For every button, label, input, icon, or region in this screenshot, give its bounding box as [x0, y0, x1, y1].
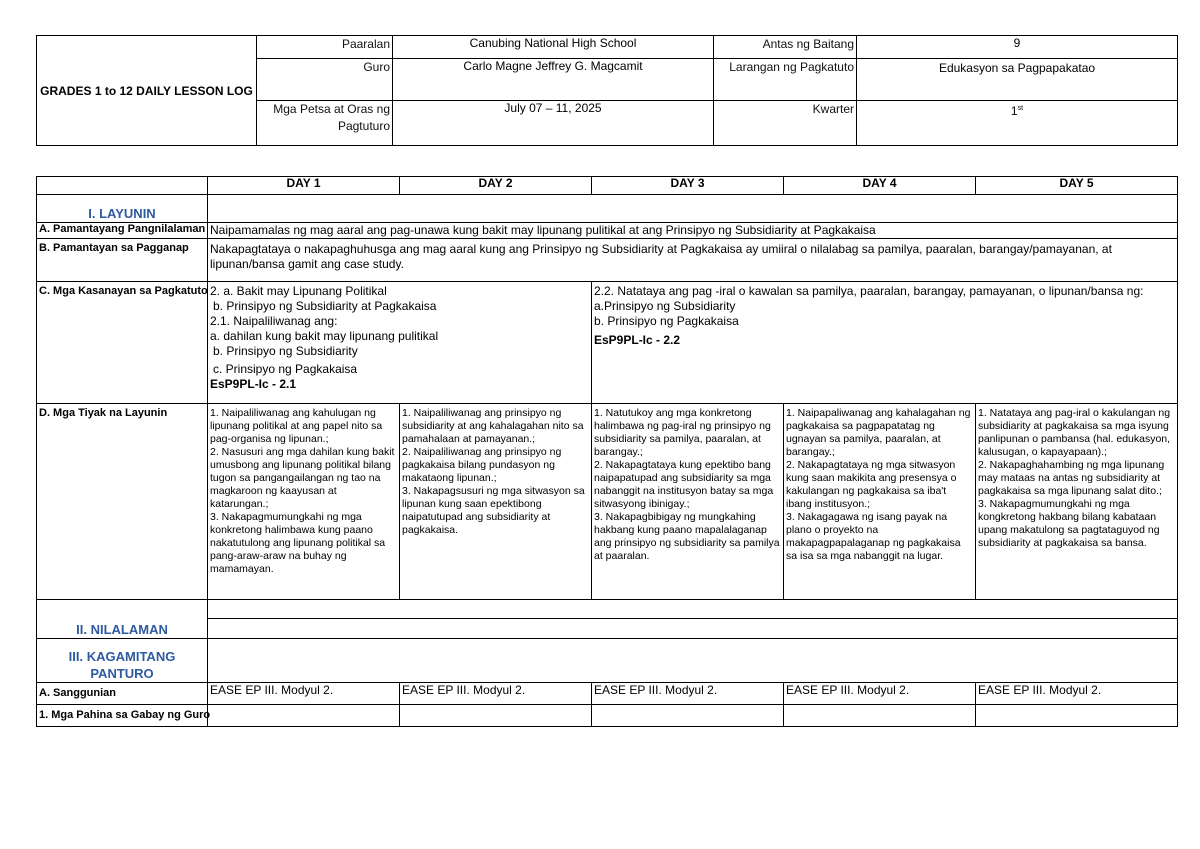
kasanayan-day1-2 — [208, 282, 592, 404]
tiyak-item: 2. Nakapaghahambing ng mga lipunang may mataas na antas ng subsidiarity at pagkakaisa sa mga lipunang salat dito.; — [978, 459, 1165, 497]
sanggunian-day-4: EASE EP III. Modyul 2. — [784, 683, 976, 705]
sanggunian-label: A. Sanggunian — [37, 683, 208, 705]
day-3-header: DAY 3 — [592, 177, 784, 195]
sanggunian-day-2: EASE EP III. Modyul 2. — [400, 683, 592, 705]
corner-cell — [37, 177, 208, 195]
kagamitan-section-title: III. KAGAMITANG PANTURO — [37, 639, 208, 683]
tiyak-item: 1. Naipapaliwanag ang kahalagahan ng pagkakaisa sa pagpapatatag ng ugnayan sa pamilya, paaralan, at barangay.; — [786, 407, 971, 458]
day-4-header: DAY 4 — [784, 177, 976, 195]
gabay-day-2 — [400, 705, 592, 727]
kagamitan-cell — [208, 639, 1178, 683]
pamantayang-pangnilalaman-label: A. Pamantayang Pangnilalaman — [37, 223, 208, 239]
paaralan-value: Canubing National High School — [393, 36, 714, 59]
pamantayang-pangnilalaman-text: Naipamamalas ng mag aaral ang pag-unawa kung bakit may lipunang pulitikal at ang Prinsipyo ng Subsidiarity at Pagkakaisa — [208, 223, 1178, 239]
kwarter-value — [857, 101, 1178, 146]
larangan-value: Edukasyon sa Pagpapakatao — [857, 59, 1178, 101]
gabay-day-4 — [784, 705, 976, 727]
gabay-day-3 — [592, 705, 784, 727]
kasanayan-line: 2. a. Bakit may Lipunang Politikal — [210, 284, 387, 298]
kasanayan-line: a. dahilan kung bakit may lipunang pulitikal — [210, 329, 439, 343]
tiyak-item: 3. Nakapagmumungkahi ng mga kongkretong hakbang bilang kabataan upang makatulong sa pagtataguyod ng subsidiarity at pagkakaisa sa bansa. — [978, 498, 1160, 549]
kasanayan-line: 2.2. Natataya ang pag -iral o kawalan sa pamilya, paaralan, barangay, pamayanan, o lipunan/bansa ng: — [594, 284, 1144, 298]
nilalaman-cell — [208, 619, 1178, 639]
tiyak-item: 2. Nasusuri ang mga dahilan kung bakit umusbong ang lipunang politikal bilang tugon sa pangangailangan ng tao na magkaroon ng kaayusan at katarungan.; — [210, 446, 395, 510]
pamantayan-sa-pagganap-text: Nakapagtataya o nakapaghuhusga ang mag aaral kung ang Prinsipyo ng Subsidiarity at Pagkakaisa ay umiiral o nilalabag sa pamilya, paaralan, barangay/pamayanan, at lipunan/bansa gamit ang case study. — [208, 239, 1178, 282]
nilalaman-top-cell — [208, 600, 1178, 619]
header-table — [36, 35, 1178, 146]
day-header-row — [37, 177, 1178, 195]
lesson-log-title: GRADES 1 to 12 DAILY LESSON LOG — [37, 36, 257, 146]
day-5-header: DAY 5 — [976, 177, 1178, 195]
tiyak-item: 2. Naipaliliwanag ang prinsipyo ng pagkakaisa bilang pundasyon ng makataong lipunan.; — [402, 446, 562, 484]
mga-kasanayan-label: C. Mga Kasanayan sa Pagkatuto — [37, 282, 208, 404]
kwarter-label: Kwarter — [714, 101, 857, 146]
day-2-header: DAY 2 — [400, 177, 592, 195]
petsa-value: July 07 – 11, 2025 — [393, 101, 714, 146]
kwarter-suffix: st — [1017, 105, 1024, 112]
sanggunian-day-1: EASE EP III. Modyul 2. — [208, 683, 400, 705]
tiyak-item: 3. Nakagagawa ng isang payak na plano o proyekto na makapagpapalaganap ng pagkakaisa sa isa sa mga nabanggit na lugar. — [786, 511, 961, 562]
nilalaman-section-title: II. NILALAMAN — [37, 619, 208, 639]
tiyak-item: 2. Nakapagtataya ng mga sitwasyon kung saan makikita ang presensya o kakulangan ng pagkakaisa sa iba't ibang institusyon.; — [786, 459, 957, 510]
tiyak-day-5 — [976, 404, 1178, 600]
kasanayan-day3-5 — [592, 282, 1178, 404]
nilalaman-spacer — [37, 600, 208, 619]
paaralan-label: Paaralan — [257, 36, 393, 59]
gabay-day-5 — [976, 705, 1178, 727]
sanggunian-day-5: EASE EP III. Modyul 2. — [976, 683, 1178, 705]
tiyak-item: 1. Naipaliliwanag ang kahulugan ng lipunang politikal at ang papel nito sa pag-organisa ng lipunan.; — [210, 407, 383, 445]
petsa-label: Mga Petsa at Oras ng Pagtuturo — [257, 101, 393, 146]
kasanayan-line: 2.1. Naipaliliwanag ang: — [210, 314, 338, 328]
tiyak-day-4 — [784, 404, 976, 600]
layunin-section-title: I. LAYUNIN — [37, 195, 208, 223]
competency-code: EsP9PL-Ic - 2.2 — [594, 333, 681, 347]
layunin-section-cell — [208, 195, 1178, 223]
tiyak-day-1 — [208, 404, 400, 600]
mga-tiyak-na-layunin-label: D. Mga Tiyak na Layunin — [37, 404, 208, 600]
sanggunian-day-3: EASE EP III. Modyul 2. — [592, 683, 784, 705]
guro-value: Carlo Magne Jeffrey G. Magcamit — [393, 59, 714, 101]
kasanayan-line: b. Prinsipyo ng Subsidiarity — [213, 344, 358, 358]
tiyak-item: 3. Nakapagbibigay ng mungkahing hakbang kung paano mapalalaganap ang prinsipyo ng subsidiarity sa pamilya at paaralan. — [594, 511, 780, 562]
antas-value: 9 — [857, 36, 1178, 59]
kasanayan-line: b. Prinsipyo ng Subsidiarity at Pagkakaisa — [213, 299, 437, 313]
gabay-day-1 — [208, 705, 400, 727]
guro-label: Guro — [257, 59, 393, 101]
pamantayan-sa-pagganap-label: B. Pamantayan sa Pagganap — [37, 239, 208, 282]
tiyak-item: 1. Natutukoy ang mga konkretong halimbawa ng pag-iral ng prinsipyo ng subsidiarity sa pamilya, paaralan, at barangay.; — [594, 407, 771, 458]
tiyak-item: 1. Naipaliliwanag ang prinsipyo ng subsidiarity at ang kahalagahan nito sa pamahalaan at pamayanan.; — [402, 407, 584, 445]
gabay-ng-guro-label: 1. Mga Pahina sa Gabay ng Guro — [37, 705, 208, 727]
tiyak-item: 3. Nakapagmumungkahi ng mga konkretong halimbawa kung paano nakatutulong ang lipunang politikal sa pang-araw-araw na buhay ng mamamayan. — [210, 511, 386, 575]
tiyak-item: 3. Nakapagsusuri ng mga sitwasyon sa lipunan kung saan epektibong naipatutupad ang subsidiarity at pagkakaisa. — [402, 485, 585, 536]
larangan-label: Larangan ng Pagkatuto — [714, 59, 857, 101]
tiyak-day-2 — [400, 404, 592, 600]
day-1-header: DAY 1 — [208, 177, 400, 195]
kwarter-number: 1 — [1010, 104, 1018, 118]
tiyak-item: 1. Natataya ang pag-iral o kakulangan ng subsidiarity at pagkakaisa sa mga isyung panlipunan o pambansa (hal. edukasyon, kalusugan, o kapayapaan).; — [978, 407, 1171, 458]
kasanayan-line: a.Prinsipyo ng Subsidiarity — [594, 299, 736, 313]
kasanayan-line: c. Prinsipyo ng Pagkakaisa — [213, 362, 358, 376]
competency-code: EsP9PL-Ic - 2.1 — [210, 377, 297, 391]
tiyak-day-3 — [592, 404, 784, 600]
kasanayan-line: b. Prinsipyo ng Pagkakaisa — [594, 314, 739, 328]
lesson-plan-table — [36, 176, 1178, 727]
antas-label: Antas ng Baitang — [714, 36, 857, 59]
tiyak-item: 2. Nakapagtataya kung epektibo bang naipapatupad ang subsidiarity sa mga nabanggit na institusyon batay sa mga sitwasyong ibinigay.; — [594, 459, 774, 510]
